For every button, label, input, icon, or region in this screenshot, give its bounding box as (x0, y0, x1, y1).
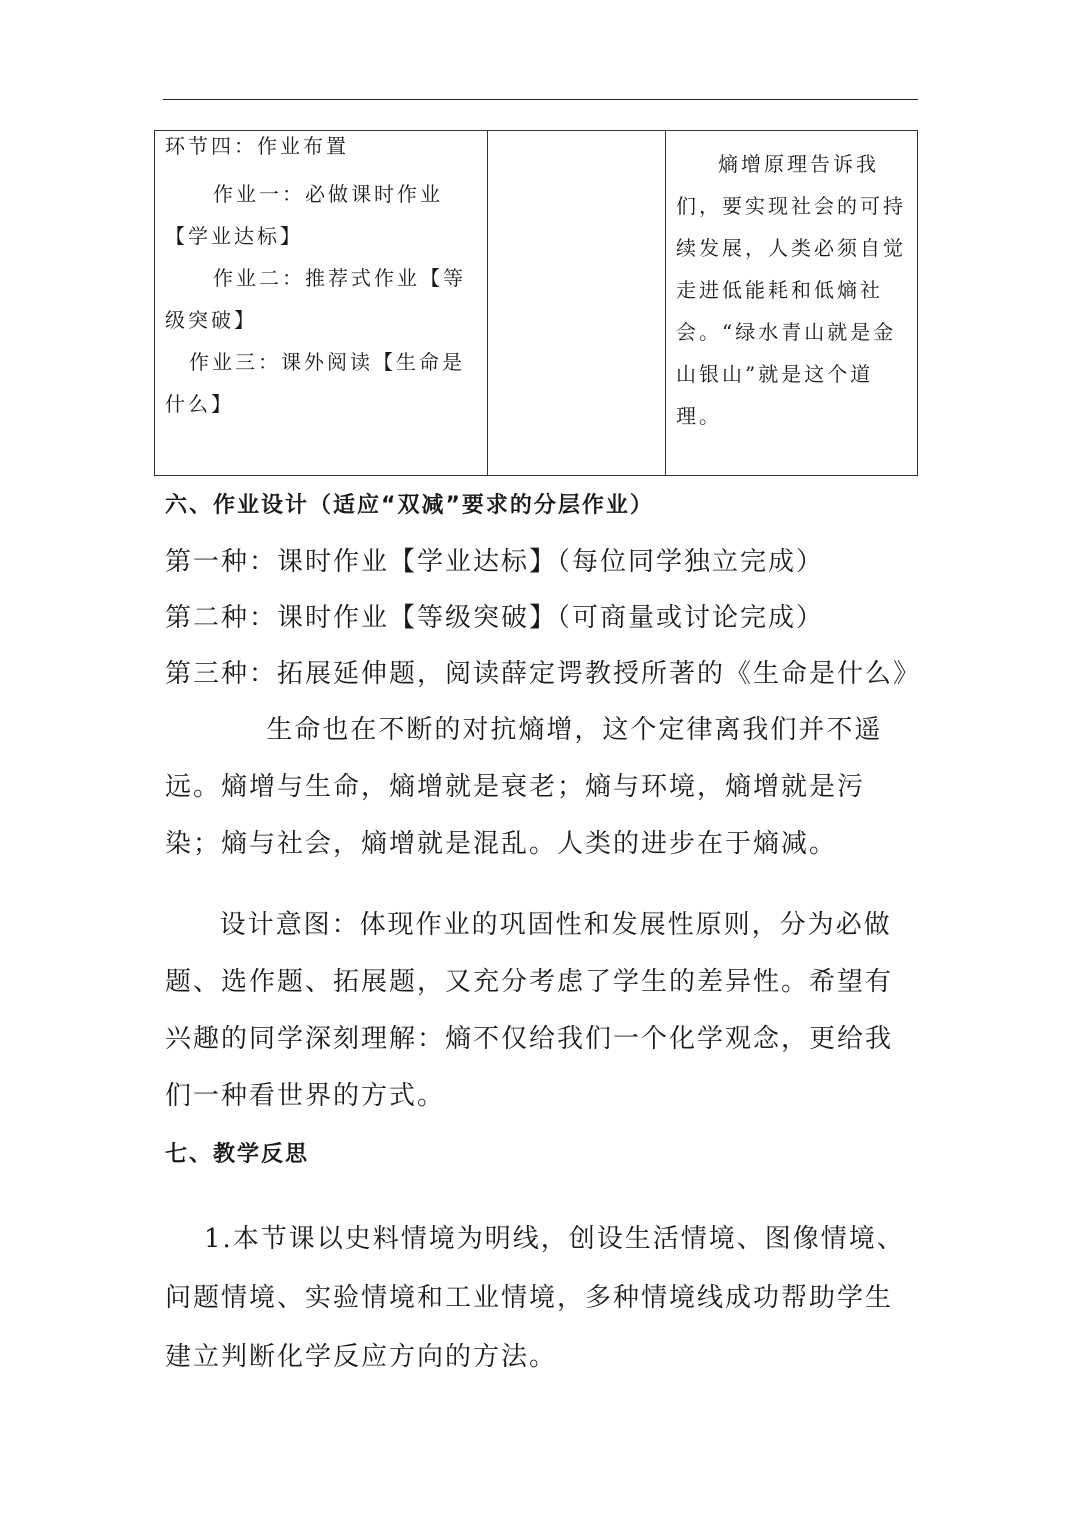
homework-type-two: 第二种：课时作业【等级突破】（可商量或讨论完成） (165, 603, 825, 633)
empty-cell (488, 131, 666, 476)
homework-two: 作业二：推荐式作业【等级突破】 (165, 266, 466, 332)
design-intent-paragraph: 设计意图：体现作业的巩固性和发展性原则，分为必做题、选作题、拓展题，又充分考虑了学生的差异性。希望有兴趣的同学深刻理解：熵不仅给我们一个化学观念，更给我们一种看世界的方式。 (165, 910, 894, 1111)
homework-type-one: 第一种：课时作业【学业达标】（每位同学独立完成） (165, 547, 825, 577)
homework-three: 作业三：课外阅读【生命是什么】 (165, 350, 465, 416)
entropy-note-cell (666, 131, 918, 476)
section-six (165, 488, 922, 1125)
header-rule (163, 99, 918, 100)
section-seven-heading: 七、教学反思 (165, 1142, 310, 1167)
homework-cell-title: 环节四：作业布置 (165, 134, 349, 158)
homework-cell (155, 131, 488, 476)
section-seven (165, 1136, 917, 1387)
life-entropy-paragraph: 生命也在不断的对抗熵增，这个定律离我们并不遥远。熵增与生命，熵增就是衰老；熵与环境，熵增就是污染；熵与社会，熵增就是混乱。人类的进步在于熵减。 (165, 715, 883, 859)
reflection-point-one: 1.本节课以史料情境为明线，创设生活情境、图像情境、问题情境、实验情境和工业情境，多种情境线成功帮助学生建立判断化学反应方向的方法。 (165, 1224, 905, 1372)
homework-type-three: 第三种：拓展延伸题，阅读薛定谔教授所著的《生命是什么》 (165, 659, 922, 689)
entropy-note-text: 熵增原理告诉我们，要实现社会的可持续发展，人类必须自觉走进低能耗和低熵社会。“绿水青山就是金山银山”就是这个道理。 (676, 152, 906, 428)
homework-one: 作业一：必做课时作业【学业达标】 (165, 182, 443, 248)
section-six-heading: 六、作业设计（适应“双减”要求的分层作业） (165, 493, 654, 518)
lesson-table (154, 130, 918, 476)
table-row (155, 131, 918, 476)
